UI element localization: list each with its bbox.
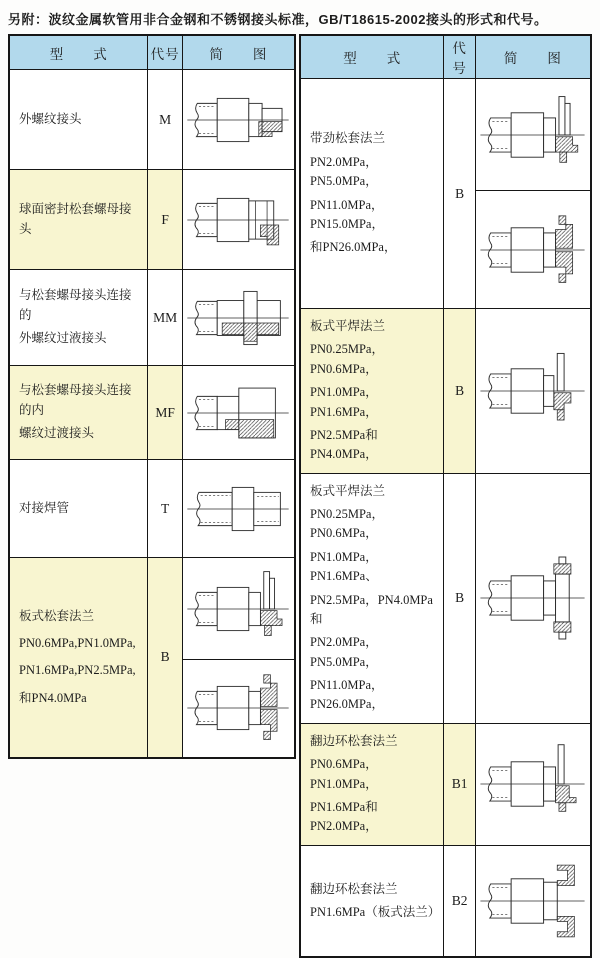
type-text-line: 外螺纹过液接头 xyxy=(19,331,107,346)
type-text-line: PN0.25MPa，PN0.6MPa， xyxy=(310,342,384,376)
col-header-type: 型 式 xyxy=(300,35,444,79)
male-female-adapter-diagram xyxy=(184,370,292,456)
diagram-cell xyxy=(182,70,295,170)
type-cell xyxy=(300,845,444,957)
plate-loose-flange-upper-diagram xyxy=(184,562,292,656)
plate-loose-flange-lower-diagram xyxy=(184,663,292,753)
diagram-cell xyxy=(182,558,295,660)
diagram-cell xyxy=(182,170,295,270)
diagram-cell xyxy=(182,366,295,460)
type-text-line: PN2.0MPa，PN5.0MPa， xyxy=(310,635,378,669)
table-row xyxy=(9,170,295,270)
type-text-line: 板式松套法兰 xyxy=(19,608,95,623)
type-text-line: PN2.5MPa和PN4.0MPa， xyxy=(310,427,378,462)
type-text-line: PN0.25MPa，PN0.6MPa， xyxy=(310,507,384,541)
col-header-diagram: 简 图 xyxy=(475,35,591,79)
page-title: 另附：波纹金属软管用非合金钢和不锈钢接头标准，GB/T18615-2002接头的形式和代号。 xyxy=(8,12,548,27)
neck-loose-flange-upper-diagram xyxy=(477,83,588,187)
type-text-line: 对接焊管 xyxy=(19,500,70,515)
col-header-code: 代号 xyxy=(444,35,475,79)
type-text-line: 与松套螺母接头连接的 xyxy=(19,288,132,322)
code-cell: B2 xyxy=(444,845,475,957)
diagram-cell xyxy=(475,723,591,845)
table-row xyxy=(9,460,295,558)
type-cell xyxy=(9,70,148,170)
type-cell xyxy=(9,170,148,270)
col-header-diagram: 简 图 xyxy=(182,35,295,70)
table-row xyxy=(9,366,295,460)
diagram-cell xyxy=(182,660,295,758)
type-text-line: PN11.0MPa，PN15.0MPa， xyxy=(310,197,384,231)
code-cell: B xyxy=(444,309,475,474)
diagram-cell xyxy=(475,309,591,474)
code-cell: M xyxy=(148,70,182,170)
male-male-adapter-diagram xyxy=(184,274,292,362)
code-cell: T xyxy=(148,460,182,558)
type-text-line: 螺纹过渡接头 xyxy=(19,426,95,441)
type-text-line: PN1.6MPa（板式法兰） xyxy=(310,904,441,919)
type-text-line: 板式平焊法兰 xyxy=(310,483,386,498)
type-text-line: PN1.0MPa，PN1.6MPa、 xyxy=(310,549,378,584)
code-cell: MF xyxy=(148,366,182,460)
type-cell xyxy=(300,79,444,309)
table-row xyxy=(300,309,591,474)
type-text-line: 和PN26.0MPa， xyxy=(310,240,397,255)
type-cell xyxy=(300,723,444,845)
code-cell: B xyxy=(444,473,475,723)
code-cell: B1 xyxy=(444,723,475,845)
type-text-line: PN1.6MPa,PN2.5MPa, xyxy=(19,663,136,678)
type-text-line: 与松套螺母接头连接的内 xyxy=(19,383,132,417)
col-header-type: 型 式 xyxy=(9,35,148,70)
type-text-line: PN0.6MPa,PN1.0MPa, xyxy=(19,635,136,650)
type-cell xyxy=(300,473,444,723)
plate-weld-flange-diagram xyxy=(477,337,588,445)
type-cell xyxy=(9,270,148,366)
header-row xyxy=(300,35,591,79)
type-text-line: 和PN4.0MPa xyxy=(19,690,87,705)
diagram-cell xyxy=(182,460,295,558)
type-cell xyxy=(9,460,148,558)
diagram-cell xyxy=(475,845,591,957)
fitting-tables xyxy=(0,34,600,958)
type-text-line: 球面密封松套螺母接头 xyxy=(19,202,132,236)
header-row xyxy=(9,35,295,70)
type-text-line: 翻边环松套法兰 xyxy=(310,881,398,896)
male-thread-fitting-diagram xyxy=(184,74,292,166)
type-cell xyxy=(9,366,148,460)
type-cell xyxy=(9,558,148,758)
table-row xyxy=(9,70,295,170)
code-cell: B xyxy=(444,79,475,309)
type-cell xyxy=(300,309,444,474)
neck-loose-flange-lower-diagram xyxy=(477,195,588,305)
table-row xyxy=(300,79,591,191)
table-row xyxy=(9,270,295,366)
table-row xyxy=(9,558,295,660)
type-text-line: 外螺纹接头 xyxy=(19,111,82,126)
type-text-line: PN2.5MPa，PN4.0MPa和 xyxy=(310,592,433,626)
flared-ring-loose-flange-b2-diagram xyxy=(477,849,588,953)
table-row xyxy=(300,723,591,845)
type-text-line: 翻边环松套法兰 xyxy=(310,733,398,748)
diagram-cell xyxy=(182,270,295,366)
code-cell: B xyxy=(148,558,182,758)
type-text-line: 带劲松套法兰 xyxy=(310,131,386,146)
fitting-table-right xyxy=(299,34,592,958)
flared-ring-loose-flange-b1-diagram xyxy=(477,739,588,829)
type-text-line: PN11.0MPa，PN26.0MPa， xyxy=(310,678,384,712)
type-text-line: PN1.6MPa和PN2.0MPa， xyxy=(310,799,378,834)
plate-weld-flange-bolted-diagram xyxy=(477,536,588,660)
type-text-line: PN0.6MPa，PN1.0MPa， xyxy=(310,757,378,791)
code-cell: F xyxy=(148,170,182,270)
code-cell: MM xyxy=(148,270,182,366)
diagram-cell xyxy=(475,191,591,309)
table-row xyxy=(300,473,591,723)
spherical-swivel-nut-fitting-diagram xyxy=(184,174,292,266)
type-text-line: 板式平焊法兰 xyxy=(310,319,386,333)
col-header-code: 代号 xyxy=(148,35,182,70)
fitting-table-left xyxy=(8,34,296,759)
butt-weld-pipe-diagram xyxy=(184,464,292,554)
diagram-cell xyxy=(475,79,591,191)
type-text-line: PN1.0MPa，PN1.6MPa， xyxy=(310,385,378,419)
table-row xyxy=(300,845,591,957)
diagram-cell xyxy=(475,473,591,723)
type-text-line: PN2.0MPa，PN5.0MPa， xyxy=(310,154,378,189)
